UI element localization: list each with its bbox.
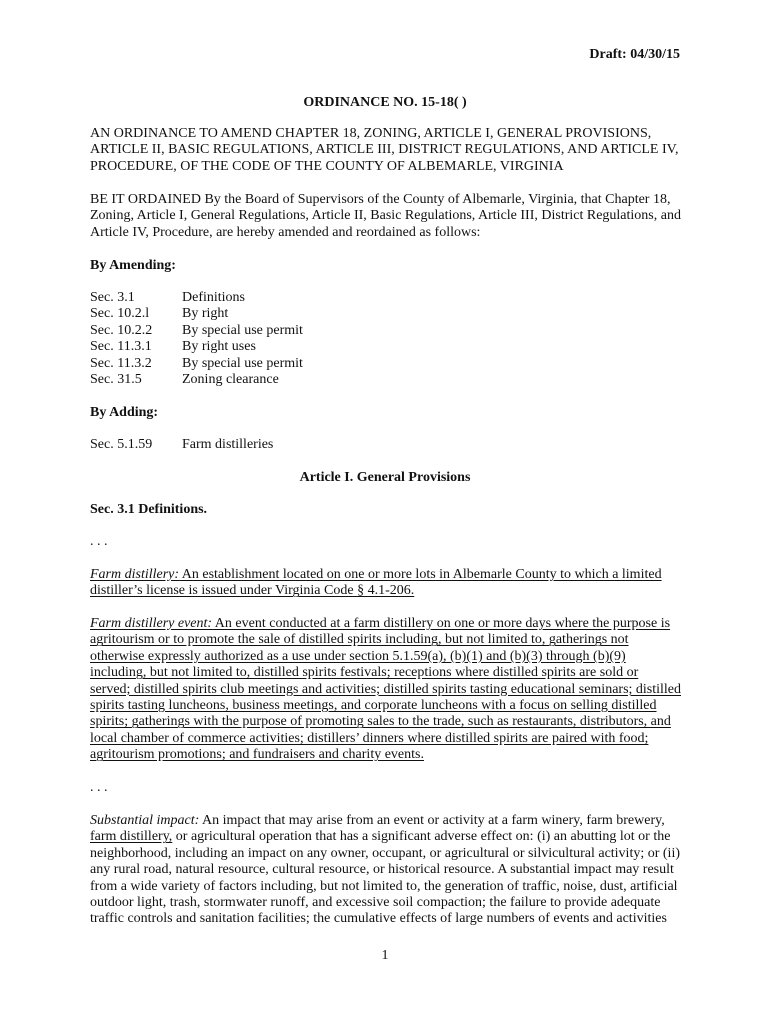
definition-substantial-impact xyxy=(90,813,682,928)
definition-text: An impact that may arise from an event or activity at a farm winery, farm brewery, xyxy=(199,813,665,828)
list-item xyxy=(90,306,682,322)
article-heading: Article I. General Provisions xyxy=(299,470,471,485)
section-description: Farm distilleries xyxy=(182,437,274,452)
section-number: Sec. 31.5 xyxy=(90,371,142,387)
list-item xyxy=(90,372,682,388)
ellipsis: . . . xyxy=(90,780,108,795)
section-description: Definitions xyxy=(182,290,245,305)
list-item xyxy=(90,290,682,306)
list-item xyxy=(90,339,682,355)
definition-farm-distillery xyxy=(90,567,682,600)
section-number: Sec. 11.3.2 xyxy=(90,355,152,371)
section-number: Sec. 11.3.1 xyxy=(90,339,152,355)
by-amending-heading: By Amending: xyxy=(90,258,176,273)
list-item xyxy=(90,356,682,372)
definition-text: or agricultural operation that has a significant adverse effect on: (i) an abutting lot or the neighborhood, including an impact on any owner, occupant, or agricultural or silvicultural activity; or (ii) any rural road, natural resource, cultural resource, or historical resource. A substantial impact may result from a wide variety of factors including, but not limited to, the generation of traffic, noise, dust, artificial outdoor light, trash, stormwater runoff, and excessive soil compaction; the failure to provide adequate traffic controls and sanitation facilities; the cumulative effects of large numbers of events and activities xyxy=(90,829,680,927)
definition-farm-distillery-event xyxy=(90,616,682,764)
section-number: Sec. 10.2.l xyxy=(90,306,150,322)
by-adding-heading: By Adding: xyxy=(90,405,159,420)
ellipsis: . . . xyxy=(90,534,108,549)
section-heading: Sec. 3.1 Definitions. xyxy=(90,502,208,517)
section-number: Sec. 3.1 xyxy=(90,290,135,305)
section-description: By right xyxy=(182,306,229,322)
section-description: Zoning clearance xyxy=(182,371,279,387)
ordained-paragraph: BE IT ORDAINED By the Board of Supervisors of the County of Albemarle, Virginia, that Chapter 18, Zoning, Article I, General Regulations, Article II, Basic Regulations, Article III, District Regulations, and Article IV, Procedure, are hereby amended and reordained as follows: xyxy=(90,192,681,240)
definition-text: An event conducted at a farm distillery on one or more days where the purpose is agritourism or to promote the sale of distilled spirits including, but not limited to, gatherings not otherwise expressly authorized as a use under section 5.1.59(a), (b)(1) and (b)(3) through (b)(9) including, but not limited to, distilled spirits festivals; receptions where distilled spirits are sold or served; distilled spirits club meetings and activities; distilled spirits tasting educational seminars; distilled spirits tasting luncheons, business meetings, and corporate luncheons with a focus on selling distilled spirits; gatherings with the purpose of promoting sales to the trade, such as restaurants, distributors, and local chamber of commerce activities; distillers’ dinners where distilled spirits are paired with food; agritourism promotions; and fundraisers and charity events. xyxy=(90,616,682,763)
list-item xyxy=(90,323,682,339)
section-description: By special use permit xyxy=(182,355,303,371)
inserted-text: farm distillery, xyxy=(90,829,173,845)
page-number: 1 xyxy=(381,948,389,963)
defined-term: Farm distillery: xyxy=(90,567,180,582)
defined-term: Substantial impact: xyxy=(90,813,200,828)
defined-term: Farm distillery event: xyxy=(90,616,213,631)
draft-date-label: Draft: 04/30/15 xyxy=(589,47,680,62)
section-number: Sec. 5.1.59 xyxy=(90,437,153,452)
definition-text: An establishment located on one or more lots in Albemarle County to which a limited distiller’s license is issued under Virginia Code § 4.1-206. xyxy=(90,567,662,599)
section-description: By special use permit xyxy=(182,322,303,338)
list-item xyxy=(90,437,682,453)
amended-sections-list xyxy=(90,290,682,388)
added-sections-list xyxy=(90,437,682,453)
intro-paragraph: AN ORDINANCE TO AMEND CHAPTER 18, ZONING, ARTICLE I, GENERAL PROVISIONS, ARTICLE II, BASIC REGULATIONS, ARTICLE III, DISTRICT REGULATIONS, AND ARTICLE IV, PROCEDURE, OF THE CODE OF THE COUNTY OF ALBEMARLE, VIRGINIA xyxy=(90,126,679,174)
section-number: Sec. 10.2.2 xyxy=(90,322,153,338)
ordinance-title: ORDINANCE NO. 15-18( ) xyxy=(303,95,467,110)
section-description: By right uses xyxy=(182,339,256,355)
